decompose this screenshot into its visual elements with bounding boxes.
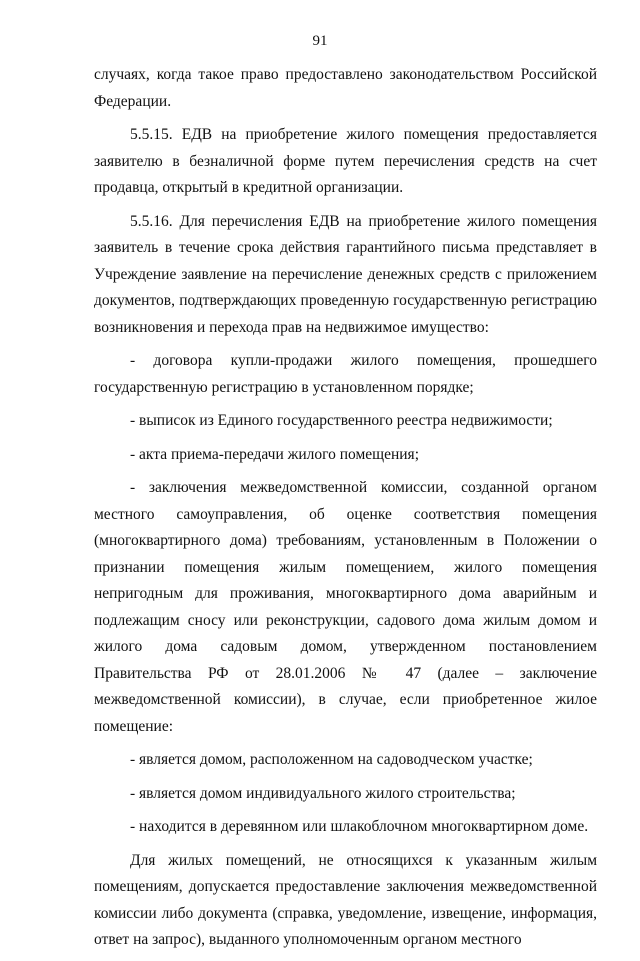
paragraph-5-5-15: 5.5.15. ЕДВ на приобретение жилого помещения предоставляется заявителю в безналичной форме путем перечисления средств на счет продавца, открытый в кредитной организации.: [94, 126, 597, 196]
list-item-commission-conclusion: - заключения межведомственной комиссии, созданной органом местного самоуправления, об оценке соответствия помещения (многоквартирного дома) требованиям, установленным в Положении о признании помещения жилым помещением, жилого помещения непригодным для проживания, многоквартирного дома аварийным и подлежащим сносу или реконструкции, садового дома жилым домом и жилого дома садовым домом, утвержденном постановлением Правительства РФ от 28.01.2006 № 47 (далее – заключение межведомственной комиссии), в случае, если приобретенное жилое помещение:: [94, 479, 597, 735]
list-item-wooden-building: - находится в деревянном или шлакоблочном многоквартирном доме.: [130, 818, 589, 835]
list-item-garden-house: - является домом, расположенном на садоводческом участке;: [130, 751, 533, 768]
paragraph-other-premises: Для жилых помещений, не относящихся к указанным жилым помещениям, допускается предоставление заключения межведомственной комиссии либо документа (справка, уведомление, извещение, информация, ответ на запрос), выданного уполномоченным органом местного: [94, 851, 597, 948]
list-item-transfer-act: - акта приема-передачи жилого помещения;: [130, 445, 419, 463]
paragraph-continuation: случаях, когда такое право предоставлено законодательством Российской Федерации.: [94, 66, 597, 110]
paragraph-5-5-16: 5.5.16. Для перечисления ЕДВ на приобретение жилого помещения заявитель в течение срока действия гарантийного письма представляет в Учреждение заявление на перечисление денежных средств с приложением документов, подтверждающих проведенную государственную регистрацию возникновения и перехода прав на недвижимое имущество:: [94, 212, 597, 336]
document-body: [94, 62, 597, 961]
list-item-registry-extract: - выписок из Единого государственного реестра недвижимости;: [130, 412, 553, 429]
list-item-contract: - договора купли-продажи жилого помещения, прошедшего государственную регистрацию в установленном порядке;: [94, 352, 597, 396]
page-number: 91: [312, 33, 328, 49]
list-item-individual-house: - является домом индивидуального жилого строительства;: [130, 784, 516, 802]
